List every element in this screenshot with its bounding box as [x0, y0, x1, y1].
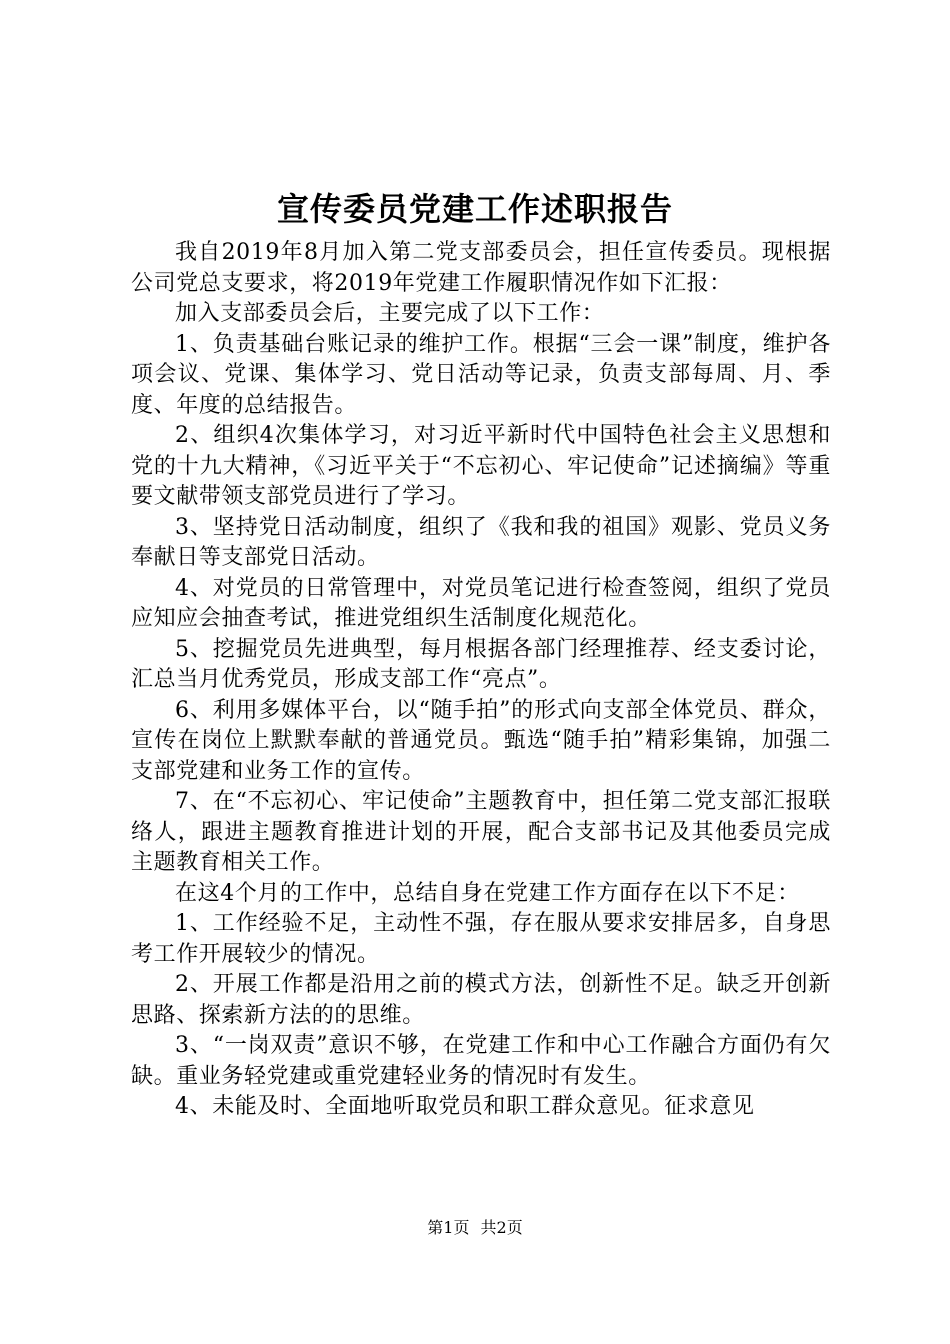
paragraph-work-item-6: 6、利用多媒体平台，以“随手拍”的形式向支部全体党员、群众，宣传在岗位上默默奉献的普通党员。甄选“随手拍”精彩集锦，加强二支部党建和业务工作的宣传。 — [131, 697, 831, 784]
paragraph-work-item-1: 1、负责基础台账记录的维护工作。根据“三会一课”制度，维护各项会议、党课、集体学习、党日活动等记录，负责支部每周、月、季度、年度的总结报告。 — [131, 331, 831, 418]
page-footer — [0, 1217, 950, 1239]
paragraph-shortcoming-3: 3、“一岗双责”意识不够，在党建工作和中心工作融合方面仍有欠缺。重业务轻党建或重党建轻业务的情况时有发生。 — [131, 1033, 831, 1089]
document-body — [131, 238, 831, 1123]
page-number-total: 共2页 — [480, 1218, 523, 1237]
paragraph-intro: 我自2019年8月加入第二党支部委员会，担任宣传委员。现根据公司党总支要求，将2019年党建工作履职情况作如下汇报： — [131, 240, 831, 296]
paragraph-shortcomings-heading: 在这4个月的工作中，总结自身在党建工作方面存在以下不足： — [175, 880, 800, 906]
paragraph-work-heading: 加入支部委员会后，主要完成了以下工作： — [175, 301, 605, 326]
document-title: 宣传委员党建工作述职报告 — [276, 190, 673, 228]
paragraph-shortcoming-1: 1、工作经验不足，主动性不强，存在服从要求安排居多，自身思考工作开展较少的情况。 — [131, 911, 831, 967]
paragraph-shortcoming-2: 2、开展工作都是沿用之前的模式方法，创新性不足。缺乏开创新思路、探索新方法的的思维。 — [131, 972, 831, 1028]
paragraph-work-item-3: 3、坚持党日活动制度，组织了《我和我的祖国》观影、党员义务奉献日等支部党日活动。 — [131, 514, 831, 570]
page-number-current: 第1页 — [427, 1218, 470, 1237]
paragraph-shortcoming-4: 4、未能及时、全面地听取党员和职工群众意见。征求意见 — [175, 1094, 755, 1119]
paragraph-work-item-2: 2、组织4次集体学习，对习近平新时代中国特色社会主义思想和党的十九大精神，《习近平关于“不忘初心、牢记使命”记述摘编》等重要文献带领支部党员进行了学习。 — [131, 423, 831, 509]
paragraph-work-item-7: 7、在“不忘初心、牢记使命”主题教育中，担任第二党支部汇报联络人，跟进主题教育推进计划的开展，配合支部书记及其他委员完成主题教育相关工作。 — [131, 789, 831, 875]
paragraph-work-item-4: 4、对党员的日常管理中，对党员笔记进行检查签阅，组织了党员应知应会抽查考试，推进党组织生活制度化规范化。 — [131, 575, 831, 631]
paragraph-work-item-5: 5、挖掘党员先进典型，每月根据各部门经理推荐、经支委讨论，汇总当月优秀党员，形成支部工作“亮点”。 — [131, 636, 831, 692]
